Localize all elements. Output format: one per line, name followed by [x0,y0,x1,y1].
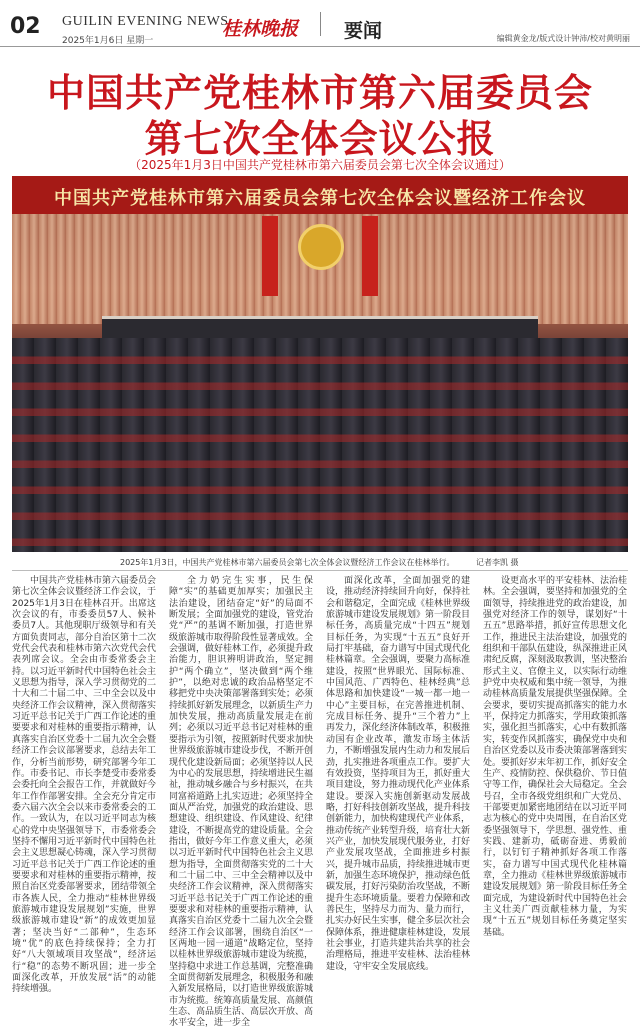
article-paragraph: 面深化改革，全面加强党的建设，推动经济持续回升向好，保持社会和谐稳定，全面完成《桂林世界级旅游城市建设发展规划》第一阶段目标任务，高质量完成“十四五”规划目标任务，为实现“十五五”良好开局打牢基础，奋力谱写中国式现代化桂林篇章。全会强调，要聚力高标准建设，按照“世界眼光、国际标准、中国风范、广西特色、桂林经典”总体思路和加快建设“一城一都一地一中心”主要目标，在完善推进机制、完成目标任务、提升“三个着力”上再发力，深化经济体制改革，积极推动国有企业改革，激发市场主体活力，不断增强发展内生动力和发展后劲，扎实推进各项重点工作。要扩大有效投资，坚持项目为王，抓好重大项目建设，努力推动现代化产业体系建设。要深入实施创新驱动发展战略，打好科技创新攻坚战，提升科技创新能力，加快构建现代产业体系，推动传统产业转型升级，培育壮大新兴产业，加快发展现代服务业，打好产业发展攻坚战，全面推进乡村振兴，提升城市品质，持续推进城市更新，加强生态环境保护，推动绿色低碳发展，打好污染防治攻坚战，不断提升生态环境质量。要着力保障和改善民生，坚持尽力而为、量力而行，扎实办好民生实事，健全多层次社会保障体系，推进健康桂林建设，发展社会事业，打造共建共治共享的社会治理格局，推进平安桂林、法治桂林建设，守牢安全发展底线。 [326,576,471,972]
paper-name-en: GUILIN EVENING NEWS [62,14,229,29]
article-paragraph: 全力奶完生实事，民生保障“实”的基础更加厚实；加强民主法治建设，团结奋定“好”的局面不断发展；全面加强党的建设，管党治党“严”的基调不断加强，打造世界级旅游城市取得阶段性显著成效。全会强调，做好桂林工作，必须提升政治能力，胆识辨明讲政治，坚定拥护“两个确立”，坚决做到“两个维护”，以绝对忠诚的政治品格坚定不移把党中央决策部署落到实处；必须持续抓好新发展理念，以新质生产力加快发展，推动高质量发展走在前列；必须以习近平总书记对桂林的重要指示为引领，按照新时代要求加快世界级旅游城市建设步伐，不断开创现代化建设新局面；必须坚持以人民为中心的发展思想，持续增进民生福祉，推动城乡融合与乡村振兴，在共同富裕道路上扎实迈进；必须坚持全面从严治党，加强党的政治建设、思想建设、组织建设、作风建设、纪律建设，不断提高党的建设质量。全会指出，做好今年工作意义重大，必须以习近平新时代中国特色社会主义思想为指导，全面贯彻落实党的二十大和二十届二中、三中全会精神以及中央经济工作会议精神，深入贯彻落实习近平总书记关于广西工作论述的重要要求和对桂林的重要指示精神，认真落实自治区党委十二届九次全会暨经济工作会议部署，围绕自治区“一区两地一园一通道”战略定位，坚持以桂林世界级旅游城市建设为统揽，坚持稳中求进工作总基调，完整准确全面贯彻新发展理念，积极服务和融入新发展格局，以打造世界级旅游城市为统揽。统筹高质量发展、高颜值生态、高品质生活、高层次开放、高水平安全，进一步全 [169,576,314,1029]
article-column-1 [12,576,157,995]
paper-logo: 桂林晚报 [222,18,299,40]
article-column-4 [483,576,628,938]
photo-credit: 记者李凯 摄 [476,558,519,567]
headline-subline: （2025年1月3日中国共产党桂林市第六届委员会第七次全体会议通过） [129,158,511,172]
audience-rows [12,338,628,552]
headline-line-1: 中国共产党桂林市第六届委员会 [46,70,593,115]
headline-line-2: 第七次全体会议公报 [144,116,496,161]
photo-caption: 2025年1月3日，中国共产党桂林市第六届委员会第七次全体会议暨经济工作会议在桂林举行。 [120,558,455,567]
section-title: 要闻 [344,20,383,42]
masthead [0,0,640,47]
article-paragraph: 中国共产党桂林市第六届委员会第七次全体会议暨经济工作会议，于2025年1月3日在桂林召开。出席这次会议的有，市委委员57人、候补委员7人。其他现职厅级领导和有关方面负责同志，部分自治区第十二次党代会代表和桂林市第六次党代会代表列席会议。全会由市委常委会主持。以习近平新时代中国特色社会主义思想为指导，深入学习贯彻党的二十大和二十届二中、三中全会以及中央经济工作会议精神，深入贯彻落实习近平总书记关于广西工作论述的重要要求和对桂林的重要指示精神，认真落实自治区党委十二届九次全会暨经济工作会议部署要求，总结去年工作，分析当前形势，研究部署今年工作。市委书记、市长李楚受市委常委会委托向全会报告工作，并就做好今年工作作部署安排。全会充分肯定市委六届六次全会以来市委常委会的工作。一致认为，在以习近平同志为核心的党中央坚强领导下，市委常委会坚持不懈用习近平新时代中国特色社会主义思想凝心铸魂，深入学习贯彻习近平总书记关于广西工作论述的重要要求和对桂林的重要指示精神，按照自治区党委部署要求，团结带领全市各族人民，全力推动“桂林世界级旅游城市建设发展规划”实施，世界级旅游城市建设“新”的成效更加显著；坚决当好“二部种”，生态环境“优”的底色持续保持；全力打好“八大领域项目攻坚战”，经济运行“稳”的态势不断巩固；进一步全面深化改革，开放发展“活”的动能持续增强。 [12,576,157,995]
photo-banner [12,176,628,214]
masthead-divider [320,12,321,36]
page-number: 02 [10,14,41,39]
article-body [12,576,628,1029]
issue-date: 2025年1月6日 星期一 [62,36,154,46]
article-column-2 [169,576,314,1029]
flag-left [262,216,278,296]
editor-credits: 编辑黄金龙/版式设计钟沛/校对黄明丽 [496,34,630,43]
flag-right [362,216,378,296]
article-column-3 [326,576,471,972]
meeting-photo [12,176,628,552]
article-paragraph: 设更高水平的平安桂林、法治桂林。全会强调，要坚持和加强党的全面领导，持续推进党的政治建设，加强党对经济工作的领导，谋划好“十五五”思路举措，抓好宣传思想文化工作，推进民主法治建设，加强党的组织和干部队伍建设，纵深推进正风肃纪反腐，深刻汲取教训，坚决整治形式主义、官僚主义，以实际行动维护党中央权威和集中统一领导，为推动桂林高质量发展提供坚强保障。全会要求，要切实提高抓落实的能力水平，保持定力抓落实，学用政策抓落实，强化担当抓落实，心中有数抓落实，转变作风抓落实，确保党中央和自治区党委以及市委决策部署落到实处。要抓好岁末年初工作，抓好安全生产、疫情防控、保供稳价、节日值守等工作，确保社会大局稳定。全会号召，全市各级党组织和广大党员、干部要更加紧密地团结在以习近平同志为核心的党中央周围，在自治区党委坚强领导下，学思想、强党性、重实践、建新功，砥砺奋进、勇毅前行，以钉钉子精神抓好各项工作落实，奋力谱写中国式现代化桂林篇章，全力推动《桂林世界级旅游城市建设发展规划》第一阶段目标任务全面完成，为建设新时代中国特色社会主义壮美广西贡献桂林力量，为实现“十五五”规划目标任务奠定坚实基础。 [483,576,628,938]
photo-banner-text: 中国共产党桂林市第六届委员会第七次全体会议暨经济工作会议 [54,188,586,209]
party-emblem-icon [298,224,344,270]
